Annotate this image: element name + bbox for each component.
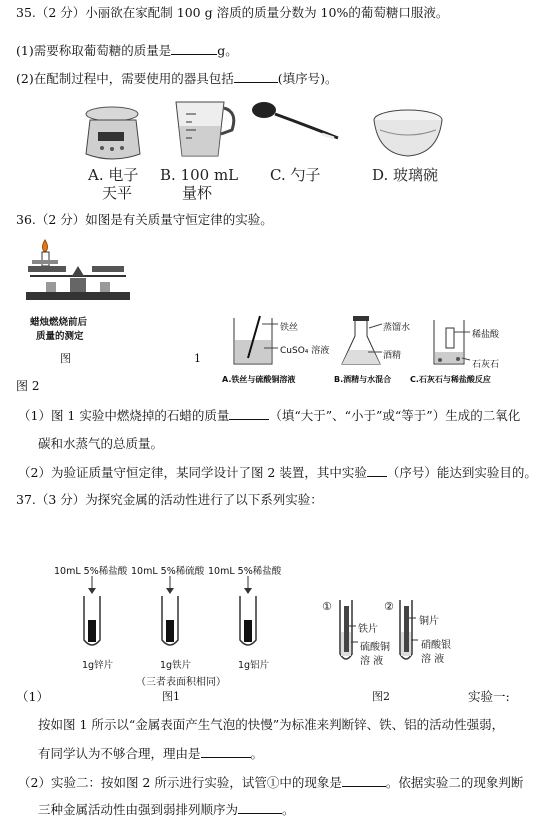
- q37-part2-order: [38, 801, 295, 818]
- q36-part2-tail: （序号）能达到实验目的。: [386, 465, 537, 480]
- q36-fig1-number: 1: [194, 352, 201, 365]
- q35-item-b-label-2: 量杯: [182, 184, 213, 202]
- q37-fig1-tubes-image: [70, 574, 270, 660]
- q37-acid-1: 10mL 5%稀盐酸: [54, 566, 128, 577]
- q35-item-a-label: A. 电子: [88, 166, 139, 184]
- q37-tube-1-solution: 硫酸铜: [360, 642, 390, 653]
- q35-part2-text: (2)在配制过程中，需要使用的器具包括: [16, 71, 234, 86]
- electronic-scale-icon: [86, 107, 140, 159]
- q36-expC-caption: C.石灰石与稀盐酸反应: [410, 375, 491, 384]
- q37-tube-1-metal: 铁片: [358, 624, 378, 635]
- q36-expA-label-solution: CuSO₄ 溶液: [280, 346, 330, 356]
- q36-expC-label-limestone: 石灰石: [472, 360, 500, 370]
- q36-balance-candle-image: [22, 236, 132, 304]
- q36-part1-cont: 碳和水蒸气的总质量。: [38, 436, 164, 451]
- q37-part1-number: （1）: [16, 689, 49, 704]
- q36-expA-label-wire: 铁丝: [280, 323, 299, 333]
- test-tube-copper-silver-nitrate-icon: [400, 600, 418, 659]
- q36-expA-caption: A.铁丝与硫酸铜溶液: [222, 375, 296, 384]
- q37-part1-experiment: 实验一:: [468, 689, 510, 704]
- q36-part2-text: （2）为验证质量守恒定律，某同学设计了图 2 装置，其中实验: [18, 465, 367, 480]
- q37-stem: 37.（3 分）为探究金属的活动性进行了以下系列实验：: [16, 492, 323, 507]
- q37-part1-reason-text: 有同学认为不够合理，理由是: [38, 746, 201, 761]
- beaker-c-icon: [434, 320, 470, 364]
- q36-fig1-caption-1: 蜡烛燃烧前后: [30, 317, 88, 328]
- q37-tube-2-solution-2: 溶 液: [421, 654, 445, 665]
- q35-part1-unit: g。: [217, 43, 238, 58]
- glass-bowl-icon: [374, 110, 442, 156]
- q35-answer-blank-2[interactable]: [234, 70, 278, 83]
- q36-stem: 36.（2 分）如图是有关质量守恒定律的实验。: [16, 212, 273, 227]
- q35-item-d: D. 玻璃碗: [372, 166, 439, 184]
- q35-answer-blank-1[interactable]: [171, 42, 217, 55]
- q37-metal-3: 1g铝片: [238, 660, 270, 671]
- q37-metal-2: 1g铁片: [160, 660, 192, 671]
- q36-expC-label-acid: 稀盐酸: [472, 330, 500, 340]
- q36-fig2-label: 图 2: [16, 379, 40, 393]
- q36-expB-caption: B.酒精与水混合: [334, 375, 392, 384]
- q36-part1-text-2: （填“大于”、“小于”或“等于”）生成的二氧化: [269, 408, 521, 423]
- q35-stem: 35.（2 分）小丽欲在家配制 100 g 溶质的质量分数为 10%的葡萄糖口服液。: [16, 5, 449, 20]
- test-tube-aluminum-icon: [240, 576, 256, 645]
- q36-part1-text: （1）图 1 实验中燃烧掉的石蜡的质量: [18, 408, 230, 423]
- q37-part1-reason-end: 。: [250, 746, 264, 761]
- q37-fig2-label: 图2: [372, 690, 390, 703]
- q37-tube-2-solution: 硝酸银: [421, 640, 451, 651]
- q37-answer-blank-1[interactable]: [201, 745, 251, 758]
- q35-part2-tail: (填序号)。: [277, 71, 338, 86]
- q37-part2-order-text: 三种金属活动性由强到弱排列顺序为: [38, 802, 239, 817]
- test-tube-iron-icon: [162, 576, 178, 645]
- q35-part2: [16, 70, 337, 87]
- q37-fig1-label: 图1: [162, 690, 180, 703]
- q37-part1-text: 按如图 1 所示以“金属表面产生气泡的快慢”为标准来判断锌、铁、铝的活动性强弱，: [38, 717, 505, 732]
- q36-answer-blank-2[interactable]: [367, 464, 387, 477]
- q36-fig1-caption-2: 质量的测定: [36, 331, 84, 342]
- q37-part2: [18, 774, 523, 791]
- q37-part1-reason: [38, 745, 263, 762]
- q36-expB-label-water: 蒸馏水: [383, 323, 411, 333]
- q37-tube-1-number: ①: [322, 600, 332, 613]
- q37-part2-order-end: 。: [282, 802, 295, 817]
- q37-tube-1-solution-2: 溶 液: [360, 656, 384, 667]
- q36-part2: [18, 464, 537, 481]
- q37-answer-blank-3[interactable]: [238, 801, 282, 814]
- spoon-icon: [252, 102, 338, 138]
- q35-part1: [16, 42, 238, 59]
- q37-tube-2-number: ②: [384, 600, 394, 613]
- q36-expB-label-alcohol: 酒精: [383, 351, 402, 361]
- flask-b-icon: [342, 316, 382, 364]
- beaker-a-icon: [234, 316, 278, 364]
- q35-item-b-label: B. 100 mL: [160, 166, 239, 184]
- q37-answer-blank-2[interactable]: [342, 774, 386, 787]
- q37-metal-1: 1g锌片: [82, 660, 114, 671]
- q37-area-note: （三者表面积相同）: [136, 677, 226, 688]
- candle-icon: [32, 240, 58, 266]
- q37-tube-2-metal: 铜片: [419, 616, 439, 627]
- measuring-cup-icon: [176, 102, 234, 156]
- q37-part2-text-2: 。依据实验二的现象判断: [385, 775, 524, 790]
- q35-item-a: [88, 166, 138, 202]
- test-tube-zinc-icon: [84, 576, 100, 645]
- q37-acid-3: 10mL 5%稀盐酸: [208, 566, 282, 577]
- q37-part2-text: （2）实验二：按如图 2 所示进行实验，试管①中的现象是: [18, 775, 342, 790]
- q36-answer-blank-1[interactable]: [229, 407, 269, 420]
- q36-fig1-label: 图: [60, 352, 71, 365]
- q36-part1: [18, 407, 520, 424]
- q37-acid-2: 10mL 5%稀硫酸: [131, 566, 205, 577]
- q35-item-c: C. 勺子: [270, 166, 321, 184]
- q35-item-b: [160, 166, 238, 202]
- test-tube-iron-copper-sulfate-icon: [340, 600, 358, 659]
- q35-item-a-label-2: 天平: [102, 184, 133, 202]
- q35-part1-text: (1)需要称取葡萄糖的质量是: [16, 43, 172, 58]
